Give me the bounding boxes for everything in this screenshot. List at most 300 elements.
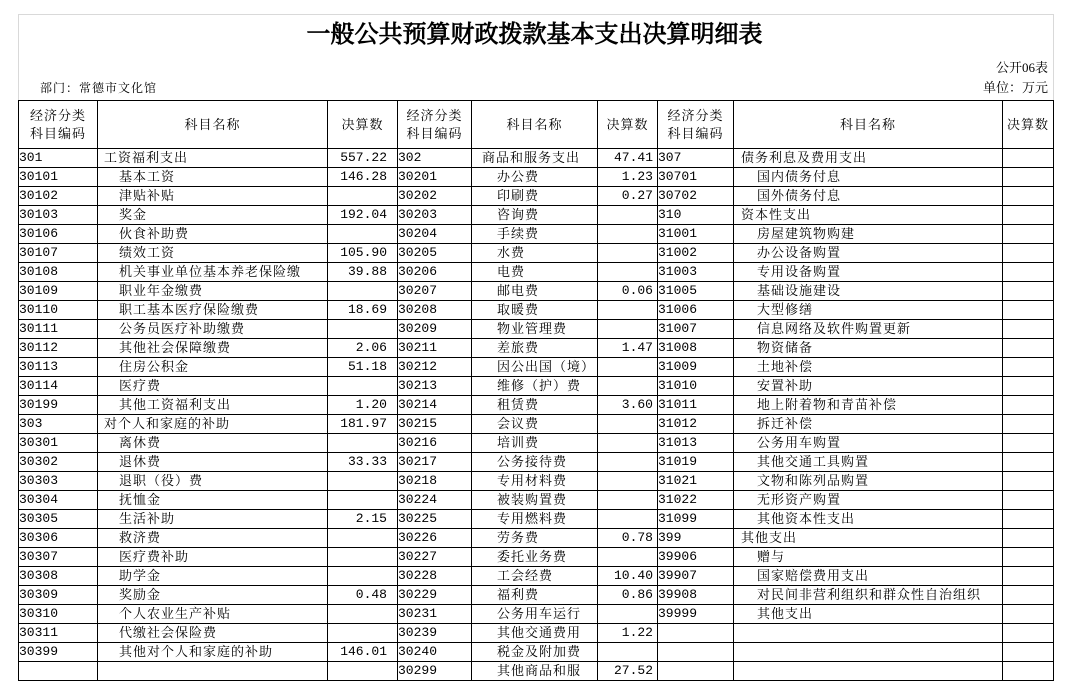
item-name-cell: 赠与 <box>734 548 1003 567</box>
item-name-cell: 其他工资福利支出 <box>98 396 328 415</box>
amount-cell: 1.23 <box>598 168 658 187</box>
item-name-cell: 对个人和家庭的补助 <box>98 415 328 434</box>
item-name-cell: 专用设备购置 <box>734 263 1003 282</box>
amount-cell <box>328 529 398 548</box>
econ-code-cell: 30229 <box>398 586 472 605</box>
table-row <box>19 434 1054 453</box>
item-name-cell: 房屋建筑物购建 <box>734 225 1003 244</box>
amount-cell <box>1003 662 1054 681</box>
econ-code-cell: 31021 <box>658 472 734 491</box>
item-name-cell <box>734 643 1003 662</box>
econ-code-cell: 30240 <box>398 643 472 662</box>
econ-code-cell: 31005 <box>658 282 734 301</box>
item-name-cell: 安置补助 <box>734 377 1003 396</box>
econ-code-cell: 30199 <box>19 396 98 415</box>
item-name-cell: 抚恤金 <box>98 491 328 510</box>
econ-code-cell: 30113 <box>19 358 98 377</box>
econ-code-cell: 39908 <box>658 586 734 605</box>
item-name-cell: 绩效工资 <box>98 244 328 263</box>
item-name-cell: 办公设备购置 <box>734 244 1003 263</box>
econ-code-cell: 30309 <box>19 586 98 605</box>
econ-code-cell: 30299 <box>398 662 472 681</box>
item-name-cell: 劳务费 <box>472 529 598 548</box>
item-name-cell <box>734 624 1003 643</box>
amount-cell <box>598 472 658 491</box>
table-row <box>19 567 1054 586</box>
amount-cell <box>1003 415 1054 434</box>
item-name-cell: 助学金 <box>98 567 328 586</box>
item-name-cell: 退休费 <box>98 453 328 472</box>
table-row <box>19 415 1054 434</box>
item-name-cell: 职业年金缴费 <box>98 282 328 301</box>
amount-cell <box>1003 567 1054 586</box>
table-body <box>19 149 1054 681</box>
table-row <box>19 168 1054 187</box>
amount-cell <box>598 434 658 453</box>
econ-code-cell: 30227 <box>398 548 472 567</box>
amount-cell <box>328 548 398 567</box>
item-name-cell: 培训费 <box>472 434 598 453</box>
amount-cell: 557.22 <box>328 149 398 168</box>
item-name-cell: 拆迁补偿 <box>734 415 1003 434</box>
econ-code-cell: 31019 <box>658 453 734 472</box>
econ-code-cell: 30213 <box>398 377 472 396</box>
amount-cell: 1.47 <box>598 339 658 358</box>
econ-code-cell <box>19 662 98 681</box>
item-name-cell: 国外债务付息 <box>734 187 1003 206</box>
econ-code-cell: 30231 <box>398 605 472 624</box>
econ-code-cell: 30102 <box>19 187 98 206</box>
amount-cell <box>1003 263 1054 282</box>
amount-cell <box>598 358 658 377</box>
item-name-cell: 物资储备 <box>734 339 1003 358</box>
header-code-cell <box>398 101 472 149</box>
item-name-cell: 咨询费 <box>472 206 598 225</box>
econ-code-cell: 30306 <box>19 529 98 548</box>
amount-cell: 0.78 <box>598 529 658 548</box>
econ-code-cell: 30214 <box>398 396 472 415</box>
item-name-cell: 奖励金 <box>98 586 328 605</box>
item-name-cell: 伙食补助费 <box>98 225 328 244</box>
econ-code-cell: 30107 <box>19 244 98 263</box>
item-name-cell: 办公费 <box>472 168 598 187</box>
table-row <box>19 301 1054 320</box>
amount-cell: 146.28 <box>328 168 398 187</box>
form-number: 公开06表 <box>995 60 1048 75</box>
econ-code-cell: 30209 <box>398 320 472 339</box>
amount-cell <box>598 643 658 662</box>
econ-code-cell <box>658 662 734 681</box>
econ-code-cell: 30225 <box>398 510 472 529</box>
item-name-cell: 代缴社会保险费 <box>98 624 328 643</box>
item-name-cell: 印刷费 <box>472 187 598 206</box>
econ-code-cell: 31003 <box>658 263 734 282</box>
amount-cell <box>328 605 398 624</box>
amount-cell <box>598 510 658 529</box>
header-code-line2: 科目编码 <box>29 125 86 141</box>
econ-code-cell: 30303 <box>19 472 98 491</box>
amount-cell <box>328 472 398 491</box>
econ-code-cell: 302 <box>398 149 472 168</box>
amount-cell: 2.15 <box>328 510 398 529</box>
econ-code-cell: 30203 <box>398 206 472 225</box>
econ-code-cell <box>658 643 734 662</box>
item-name-cell: 离休费 <box>98 434 328 453</box>
econ-code-cell: 30202 <box>398 187 472 206</box>
table-row <box>19 453 1054 472</box>
econ-code-cell: 399 <box>658 529 734 548</box>
amount-cell: 192.04 <box>328 206 398 225</box>
econ-code-cell: 301 <box>19 149 98 168</box>
item-name-cell <box>734 662 1003 681</box>
header-code-line1: 经济分类 <box>667 107 724 123</box>
item-name-cell: 大型修缮 <box>734 301 1003 320</box>
amount-cell <box>1003 643 1054 662</box>
econ-code-cell: 31002 <box>658 244 734 263</box>
econ-code-cell: 30305 <box>19 510 98 529</box>
econ-code-cell: 30108 <box>19 263 98 282</box>
item-name-cell: 国家赔偿费用支出 <box>734 567 1003 586</box>
amount-cell <box>598 605 658 624</box>
amount-cell <box>598 320 658 339</box>
econ-code-cell: 30311 <box>19 624 98 643</box>
header-name-cell: 科目名称 <box>98 101 328 149</box>
department-label: 部门：常德市文化馆 <box>40 81 158 95</box>
amount-cell: 3.60 <box>598 396 658 415</box>
item-name-cell: 差旅费 <box>472 339 598 358</box>
item-name-cell: 机关事业单位基本养老保险缴 <box>98 263 328 282</box>
econ-code-cell: 31006 <box>658 301 734 320</box>
item-name-cell: 医疗费补助 <box>98 548 328 567</box>
amount-cell <box>1003 491 1054 510</box>
econ-code-cell: 30218 <box>398 472 472 491</box>
header-code-cell <box>658 101 734 149</box>
amount-cell <box>1003 244 1054 263</box>
amount-cell <box>1003 624 1054 643</box>
item-name-cell: 资本性支出 <box>734 206 1003 225</box>
econ-code-cell: 31010 <box>658 377 734 396</box>
header-amount-cell: 决算数 <box>1003 101 1054 149</box>
amount-cell <box>598 225 658 244</box>
econ-code-cell: 30239 <box>398 624 472 643</box>
econ-code-cell: 30112 <box>19 339 98 358</box>
econ-code-cell: 31001 <box>658 225 734 244</box>
econ-code-cell: 30302 <box>19 453 98 472</box>
item-name-cell: 对民间非营利组织和群众性自治组织 <box>734 586 1003 605</box>
econ-code-cell: 30111 <box>19 320 98 339</box>
item-name-cell: 职工基本医疗保险缴费 <box>98 301 328 320</box>
amount-cell: 0.06 <box>598 282 658 301</box>
table-row <box>19 548 1054 567</box>
table-row <box>19 187 1054 206</box>
item-name-cell: 文物和陈列品购置 <box>734 472 1003 491</box>
econ-code-cell: 30310 <box>19 605 98 624</box>
item-name-cell: 会议费 <box>472 415 598 434</box>
item-name-cell: 维修（护）费 <box>472 377 598 396</box>
econ-code-cell: 31007 <box>658 320 734 339</box>
item-name-cell: 工资福利支出 <box>98 149 328 168</box>
econ-code-cell: 307 <box>658 149 734 168</box>
header-amount-cell: 决算数 <box>598 101 658 149</box>
item-name-cell: 税金及附加费 <box>472 643 598 662</box>
item-name-cell: 公务用车购置 <box>734 434 1003 453</box>
econ-code-cell: 30226 <box>398 529 472 548</box>
item-name-cell: 奖金 <box>98 206 328 225</box>
amount-cell: 0.27 <box>598 187 658 206</box>
table-row <box>19 662 1054 681</box>
table-row <box>19 605 1054 624</box>
econ-code-cell: 30101 <box>19 168 98 187</box>
header-name-cell: 科目名称 <box>734 101 1003 149</box>
amount-cell <box>1003 548 1054 567</box>
amount-cell <box>1003 301 1054 320</box>
amount-cell <box>328 320 398 339</box>
econ-code-cell: 30301 <box>19 434 98 453</box>
amount-cell <box>598 301 658 320</box>
econ-code-cell <box>658 624 734 643</box>
amount-cell <box>1003 472 1054 491</box>
item-name-cell: 生活补助 <box>98 510 328 529</box>
econ-code-cell: 39906 <box>658 548 734 567</box>
item-name-cell: 无形资产购置 <box>734 491 1003 510</box>
table-row <box>19 396 1054 415</box>
amount-cell <box>1003 453 1054 472</box>
unit-label: 单位：万元 <box>982 80 1048 95</box>
header-code-cell <box>19 101 98 149</box>
item-name-cell <box>98 662 328 681</box>
econ-code-cell: 30224 <box>398 491 472 510</box>
item-name-cell: 邮电费 <box>472 282 598 301</box>
table-row <box>19 263 1054 282</box>
amount-cell <box>1003 377 1054 396</box>
table-row <box>19 282 1054 301</box>
amount-cell: 10.40 <box>598 567 658 586</box>
econ-code-cell: 31008 <box>658 339 734 358</box>
econ-code-cell: 31011 <box>658 396 734 415</box>
econ-code-cell: 30106 <box>19 225 98 244</box>
item-name-cell: 公务接待费 <box>472 453 598 472</box>
table-row <box>19 491 1054 510</box>
econ-code-cell: 31099 <box>658 510 734 529</box>
item-name-cell: 债务利息及费用支出 <box>734 149 1003 168</box>
amount-cell <box>328 662 398 681</box>
item-name-cell: 公务用车运行 <box>472 605 598 624</box>
table-row <box>19 320 1054 339</box>
item-name-cell: 因公出国（境） <box>472 358 598 377</box>
amount-cell: 39.88 <box>328 263 398 282</box>
econ-code-cell: 30109 <box>19 282 98 301</box>
amount-cell <box>1003 320 1054 339</box>
item-name-cell: 手续费 <box>472 225 598 244</box>
item-name-cell: 住房公积金 <box>98 358 328 377</box>
econ-code-cell: 30208 <box>398 301 472 320</box>
item-name-cell: 其他支出 <box>734 605 1003 624</box>
econ-code-cell: 31009 <box>658 358 734 377</box>
econ-code-cell: 30307 <box>19 548 98 567</box>
econ-code-cell: 30228 <box>398 567 472 586</box>
amount-cell <box>598 415 658 434</box>
table-row <box>19 244 1054 263</box>
item-name-cell: 信息网络及软件购置更新 <box>734 320 1003 339</box>
econ-code-cell: 31012 <box>658 415 734 434</box>
amount-cell: 18.69 <box>328 301 398 320</box>
econ-code-cell: 39999 <box>658 605 734 624</box>
amount-cell <box>1003 510 1054 529</box>
amount-cell <box>598 263 658 282</box>
table-row <box>19 586 1054 605</box>
econ-code-cell: 30110 <box>19 301 98 320</box>
econ-code-cell: 30205 <box>398 244 472 263</box>
item-name-cell: 工会经费 <box>472 567 598 586</box>
amount-cell <box>1003 187 1054 206</box>
econ-code-cell: 30201 <box>398 168 472 187</box>
amount-cell <box>328 187 398 206</box>
page-title: 一般公共预算财政拨款基本支出决算明细表 <box>306 22 763 48</box>
item-name-cell: 个人农业生产补贴 <box>98 605 328 624</box>
econ-code-cell: 31022 <box>658 491 734 510</box>
header-row <box>19 101 1054 149</box>
header-code-line1: 经济分类 <box>406 107 463 123</box>
amount-cell <box>598 244 658 263</box>
econ-code-cell: 30217 <box>398 453 472 472</box>
amount-cell <box>1003 225 1054 244</box>
econ-code-cell: 30216 <box>398 434 472 453</box>
econ-code-cell: 30308 <box>19 567 98 586</box>
amount-cell <box>1003 434 1054 453</box>
table-row <box>19 377 1054 396</box>
amount-cell <box>598 548 658 567</box>
item-name-cell: 其他交通工具购置 <box>734 453 1003 472</box>
item-name-cell: 基本工资 <box>98 168 328 187</box>
table-row <box>19 149 1054 168</box>
item-name-cell: 国内债务付息 <box>734 168 1003 187</box>
item-name-cell: 津贴补贴 <box>98 187 328 206</box>
amount-cell <box>1003 358 1054 377</box>
item-name-cell: 被装购置费 <box>472 491 598 510</box>
table-row <box>19 643 1054 662</box>
amount-cell <box>328 624 398 643</box>
table-row <box>19 358 1054 377</box>
amount-cell: 51.18 <box>328 358 398 377</box>
header-amount-cell: 决算数 <box>328 101 398 149</box>
amount-cell <box>598 206 658 225</box>
econ-code-cell: 30399 <box>19 643 98 662</box>
econ-code-cell: 31013 <box>658 434 734 453</box>
econ-code-cell: 30204 <box>398 225 472 244</box>
amount-cell <box>1003 206 1054 225</box>
amount-cell <box>328 491 398 510</box>
amount-cell: 0.86 <box>598 586 658 605</box>
item-name-cell: 物业管理费 <box>472 320 598 339</box>
item-name-cell: 其他商品和服 <box>472 662 598 681</box>
econ-code-cell: 310 <box>658 206 734 225</box>
amount-cell <box>1003 586 1054 605</box>
item-name-cell: 专用燃料费 <box>472 510 598 529</box>
item-name-cell: 委托业务费 <box>472 548 598 567</box>
item-name-cell: 土地补偿 <box>734 358 1003 377</box>
amount-cell <box>1003 339 1054 358</box>
table-row <box>19 624 1054 643</box>
amount-cell <box>1003 149 1054 168</box>
table-row <box>19 206 1054 225</box>
amount-cell: 47.41 <box>598 149 658 168</box>
econ-code-cell: 30212 <box>398 358 472 377</box>
table-row <box>19 529 1054 548</box>
table-row <box>19 339 1054 358</box>
amount-cell <box>598 453 658 472</box>
amount-cell <box>1003 529 1054 548</box>
expenditure-detail-table <box>18 100 1054 681</box>
item-name-cell: 其他资本性支出 <box>734 510 1003 529</box>
econ-code-cell: 30304 <box>19 491 98 510</box>
amount-cell <box>328 434 398 453</box>
econ-code-cell: 39907 <box>658 567 734 586</box>
item-name-cell: 基础设施建设 <box>734 282 1003 301</box>
amount-cell <box>1003 282 1054 301</box>
amount-cell: 146.01 <box>328 643 398 662</box>
table-row <box>19 510 1054 529</box>
amount-cell: 2.06 <box>328 339 398 358</box>
amount-cell: 33.33 <box>328 453 398 472</box>
econ-code-cell: 30215 <box>398 415 472 434</box>
amount-cell: 181.97 <box>328 415 398 434</box>
item-name-cell: 其他社会保障缴费 <box>98 339 328 358</box>
item-name-cell: 地上附着物和青苗补偿 <box>734 396 1003 415</box>
amount-cell <box>598 491 658 510</box>
econ-code-cell: 30701 <box>658 168 734 187</box>
amount-cell: 1.20 <box>328 396 398 415</box>
econ-code-cell: 30103 <box>19 206 98 225</box>
header-name-cell: 科目名称 <box>472 101 598 149</box>
amount-cell <box>598 377 658 396</box>
table-row <box>19 225 1054 244</box>
item-name-cell: 租赁费 <box>472 396 598 415</box>
econ-code-cell: 303 <box>19 415 98 434</box>
item-name-cell: 商品和服务支出 <box>472 149 598 168</box>
item-name-cell: 其他对个人和家庭的补助 <box>98 643 328 662</box>
amount-cell <box>1003 168 1054 187</box>
econ-code-cell: 30702 <box>658 187 734 206</box>
item-name-cell: 取暖费 <box>472 301 598 320</box>
amount-cell <box>328 567 398 586</box>
amount-cell: 105.90 <box>328 244 398 263</box>
item-name-cell: 福利费 <box>472 586 598 605</box>
header-code-line1: 经济分类 <box>29 107 86 123</box>
amount-cell: 27.52 <box>598 662 658 681</box>
item-name-cell: 其他支出 <box>734 529 1003 548</box>
amount-cell <box>1003 396 1054 415</box>
econ-code-cell: 30206 <box>398 263 472 282</box>
item-name-cell: 专用材料费 <box>472 472 598 491</box>
header-code-line2: 科目编码 <box>406 125 463 141</box>
econ-code-cell: 30114 <box>19 377 98 396</box>
item-name-cell: 公务员医疗补助缴费 <box>98 320 328 339</box>
item-name-cell: 水费 <box>472 244 598 263</box>
amount-cell: 1.22 <box>598 624 658 643</box>
amount-cell: 0.48 <box>328 586 398 605</box>
econ-code-cell: 30211 <box>398 339 472 358</box>
table-row <box>19 472 1054 491</box>
item-name-cell: 退职（役）费 <box>98 472 328 491</box>
item-name-cell: 医疗费 <box>98 377 328 396</box>
item-name-cell: 救济费 <box>98 529 328 548</box>
item-name-cell: 电费 <box>472 263 598 282</box>
header-code-line2: 科目编码 <box>667 125 724 141</box>
amount-cell <box>328 282 398 301</box>
econ-code-cell: 30207 <box>398 282 472 301</box>
amount-cell <box>328 225 398 244</box>
amount-cell <box>1003 605 1054 624</box>
